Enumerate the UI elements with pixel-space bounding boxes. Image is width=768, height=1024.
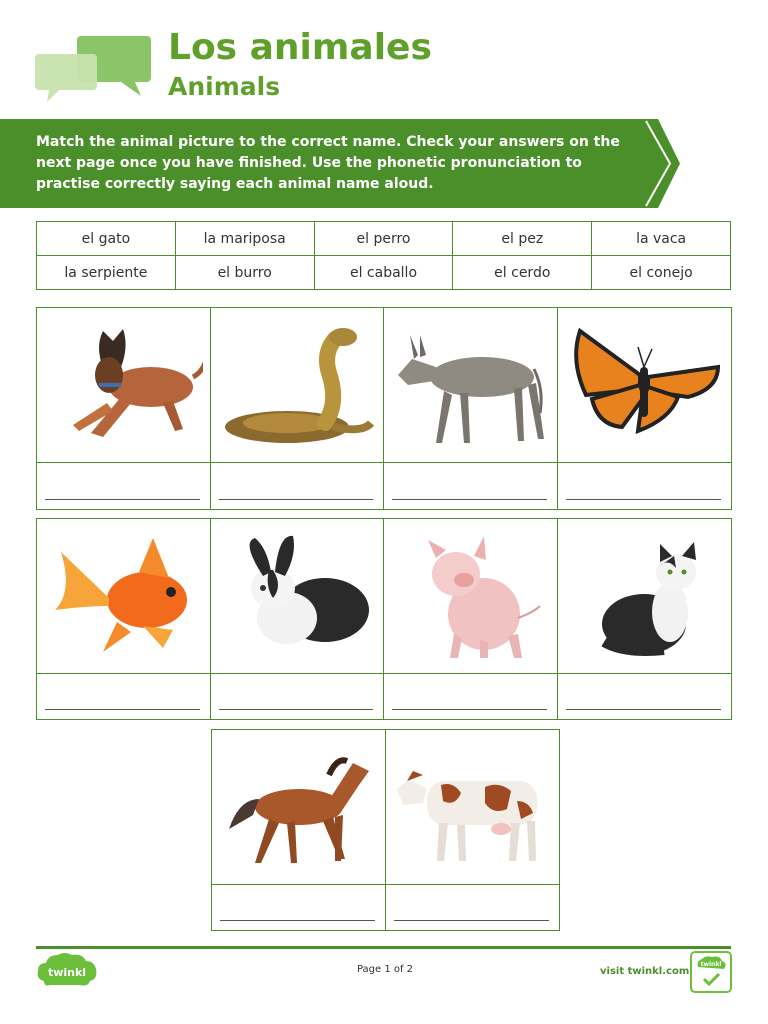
- rabbit-picture: [211, 519, 384, 674]
- answer-line[interactable]: [212, 885, 385, 930]
- word-cell: el gato: [37, 222, 176, 256]
- word-cell: la mariposa: [175, 222, 314, 256]
- answer-line[interactable]: [384, 674, 557, 719]
- picture-card: [558, 519, 732, 719]
- word-cell: el burro: [175, 256, 314, 290]
- answer-line[interactable]: [211, 463, 384, 509]
- answer-line[interactable]: [384, 463, 557, 509]
- cat-picture: [558, 519, 732, 674]
- word-cell: el cerdo: [453, 256, 592, 290]
- donkey-picture: [384, 308, 557, 463]
- word-bank-table: [36, 221, 731, 290]
- dog-picture: [37, 308, 210, 463]
- word-cell: la vaca: [592, 222, 731, 256]
- page-number: Page 1 of 2: [356, 964, 414, 975]
- picture-card: [558, 308, 732, 509]
- svg-text:twinkl: twinkl: [47, 966, 87, 979]
- goldfish-picture: [37, 519, 210, 674]
- picture-card: [212, 730, 386, 930]
- word-cell: la serpiente: [37, 256, 176, 290]
- answer-line[interactable]: [558, 463, 732, 509]
- picture-card: [37, 308, 211, 509]
- butterfly-picture: [558, 308, 732, 463]
- answer-line[interactable]: [386, 885, 559, 930]
- cow-picture: [386, 730, 559, 885]
- picture-grid-row-3: [211, 729, 560, 931]
- speech-bubbles-icon: [35, 34, 151, 106]
- snake-picture: [211, 308, 384, 463]
- pig-picture: [384, 519, 557, 674]
- picture-card: [211, 519, 385, 719]
- answer-line[interactable]: [558, 674, 732, 719]
- word-cell: el pez: [453, 222, 592, 256]
- answer-line[interactable]: [37, 463, 210, 509]
- banner-arrow-icon: [640, 119, 682, 208]
- picture-card: [384, 519, 558, 719]
- quality-badge-icon: [690, 951, 732, 993]
- answer-line[interactable]: [37, 674, 210, 719]
- instructions-text: Match the animal picture to the correct name. Check your answers on the next page once you have finished. Use the phonetic pronunciation to practise correctly saying each animal name aloud.: [36, 134, 620, 192]
- twinkl-logo[interactable]: [36, 951, 98, 989]
- word-bank-row: [37, 222, 731, 256]
- picture-card: [37, 519, 211, 719]
- word-bank-row: [37, 256, 731, 290]
- horse-picture: [212, 730, 385, 885]
- picture-card: [384, 308, 558, 509]
- svg-text:twinkl: twinkl: [700, 961, 722, 968]
- answer-line[interactable]: [211, 674, 384, 719]
- visit-link[interactable]: visit twinkl.com: [600, 966, 690, 977]
- footer-divider: [36, 946, 731, 949]
- page-subtitle: Animals: [168, 72, 281, 101]
- word-cell: el conejo: [592, 256, 731, 290]
- word-cell: el perro: [314, 222, 453, 256]
- picture-grid-row-1: [36, 307, 732, 510]
- picture-card: [386, 730, 559, 930]
- page-title: Los animales: [168, 27, 432, 68]
- picture-grid-row-2: [36, 518, 732, 720]
- word-cell: el caballo: [314, 256, 453, 290]
- picture-card: [211, 308, 385, 509]
